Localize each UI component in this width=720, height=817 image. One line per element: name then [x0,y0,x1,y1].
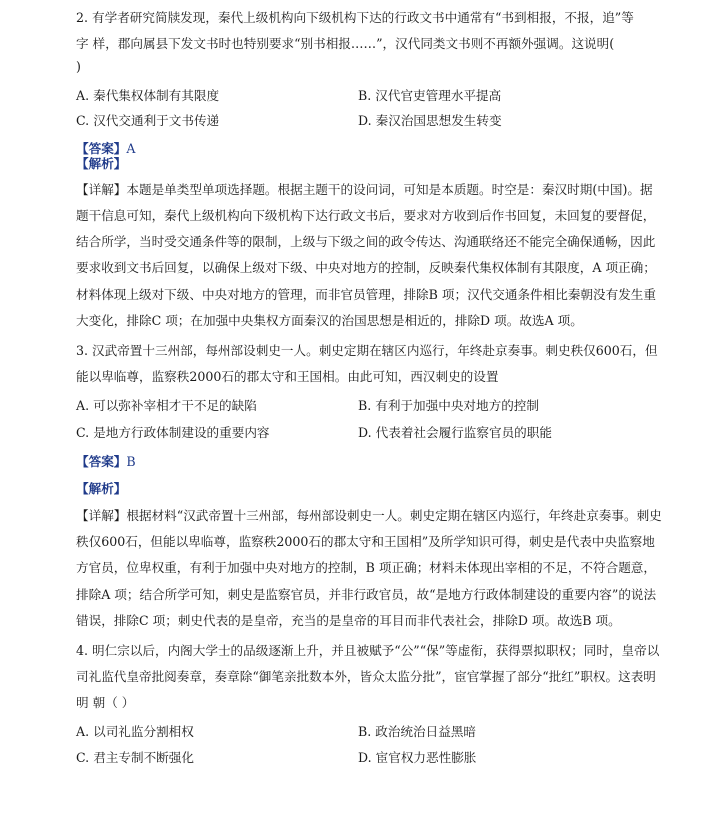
q2-answer [76,141,135,157]
q4-stem-line-1: 4. 明仁宗以后，内阁大学士的品级逐渐上升，并且被赋予“公”“保”等虚衔，获得票拟职权；同时，皇帝以 [76,643,660,658]
q2-detail-line-6: 大变化，排除C 项；在加强中央集权方面秦汉的治国思想是相近的，排除D 项。故选A 项。 [76,313,583,328]
q3-option-c: C. 是地方行政体制建设的重要内容 [76,425,270,440]
q2-stem-line-1: 2. 有学者研究简牍发现，秦代上级机构向下级机构下达的行政文书中通常有“书到相报，不报，追”等 [76,10,634,25]
q2-option-d: D. 秦汉治国思想发生转变 [358,113,502,128]
q2-detail-line-5: 材料体现上级对下级、中央对地方的管理，而非官员管理，排除B 项；汉代交通条件相比秦朝没有发生重 [76,287,656,302]
q3-stem-line-1: 3. 汉武帝置十三州部，每州部设刺史一人。刺史定期在辖区内巡行，年终赴京奏事。刺史秩仅600石，但 [76,343,658,358]
q2-answer-label: 【答案】 [76,141,127,156]
q4-option-b: B. 政治统治日益黑暗 [358,724,477,739]
q4-stem-line-3: 明 朝（ ） [76,695,135,710]
q3-option-b: B. 有利于加强中央对地方的控制 [358,398,539,413]
q4-stem-line-2: 司礼监代皇帝批阅奏章，奏章除“御笔亲批数本外，皆众太监分批”，宦官掌握了部分“批红”职权。这表明 [76,669,656,684]
q3-detail-line-3: 方官员，位卑权重，有利于加强中央对地方的控制，B 项正确；材料未体现出宰相的不足，不符合题意， [76,560,656,575]
q4-option-c: C. 君主专制不断强化 [76,750,194,765]
q2-detail-line-1: 【详解】本题是单类型单项选择题。根据主题干的设问词，可知是本质题。时空是：秦汉时期(中国)。据 [76,182,653,197]
q3-answer-label: 【答案】 [76,454,127,469]
q2-stem-line-2: 字 样，郡向属县下发文书时也特别要求“别书相报……”，汉代同类文书则不再额外强调。这说明( [76,36,615,51]
q4-option-a: A. 以司礼监分割相权 [76,724,194,739]
q2-answer-value: A [126,141,136,156]
q3-detail-line-5: 错误，排除C 项；刺史代表的是皇帝，充当的是皇帝的耳目而非代表社会，排除D 项。故选B 项。 [76,613,621,628]
q3-detail-line-4: 排除A 项；结合所学可知，刺史是监察官员，并非行政官员，故“是地方行政体制建设的重要内容”的说法 [76,587,657,602]
q3-analysis-label: 【解析】 [76,481,127,496]
q2-detail-line-2: 题干信息可知，秦代上级机构向下级机构下达行政文书后，要求对方收到后作书回复，未回复的要督促， [76,208,656,223]
q2-stem-line-3: ) [76,59,81,74]
q4-option-d: D. 宦官权力恶性膨胀 [358,750,477,765]
q2-detail-line-4: 要求收到文书后回复，以确保上级对下级、中央对地方的控制，反映秦代集权体制有其限度，A 项正确； [76,260,656,275]
q3-detail-line-2: 秩仅600石，但能以卑临尊，监察秩2000石的郡太守和王国相”及所学知识可得，刺史是代表中央监察地 [76,534,655,549]
q2-analysis-label: 【解析】 [76,156,127,171]
q3-answer-value: B [126,454,136,469]
q2-detail-line-3: 结合所学，当时受交通条件等的限制，上级与下级之间的政令传达、沟通联络还不能完全确保通畅，因此 [76,234,656,249]
q3-detail-line-1: 【详解】根据材料“汉武帝置十三州部，每州部设刺史一人。刺史定期在辖区内巡行，年终赴京奏事。刺史 [76,508,662,523]
q3-stem-line-2: 能以卑临尊，监察秩2000石的郡太守和王国相。由此可知，西汉刺史的设置 [76,369,499,384]
q3-option-d: D. 代表着社会履行监察官员的职能 [358,425,552,440]
q2-option-c: C. 汉代交通利于文书传递 [76,113,220,128]
q3-option-a: A. 可以弥补宰相才干不足的缺陷 [76,398,257,413]
q2-option-b: B. 汉代官吏管理水平提高 [358,88,502,103]
q2-option-a: A. 秦代集权体制有其限度 [76,88,220,103]
q3-answer [76,454,136,470]
